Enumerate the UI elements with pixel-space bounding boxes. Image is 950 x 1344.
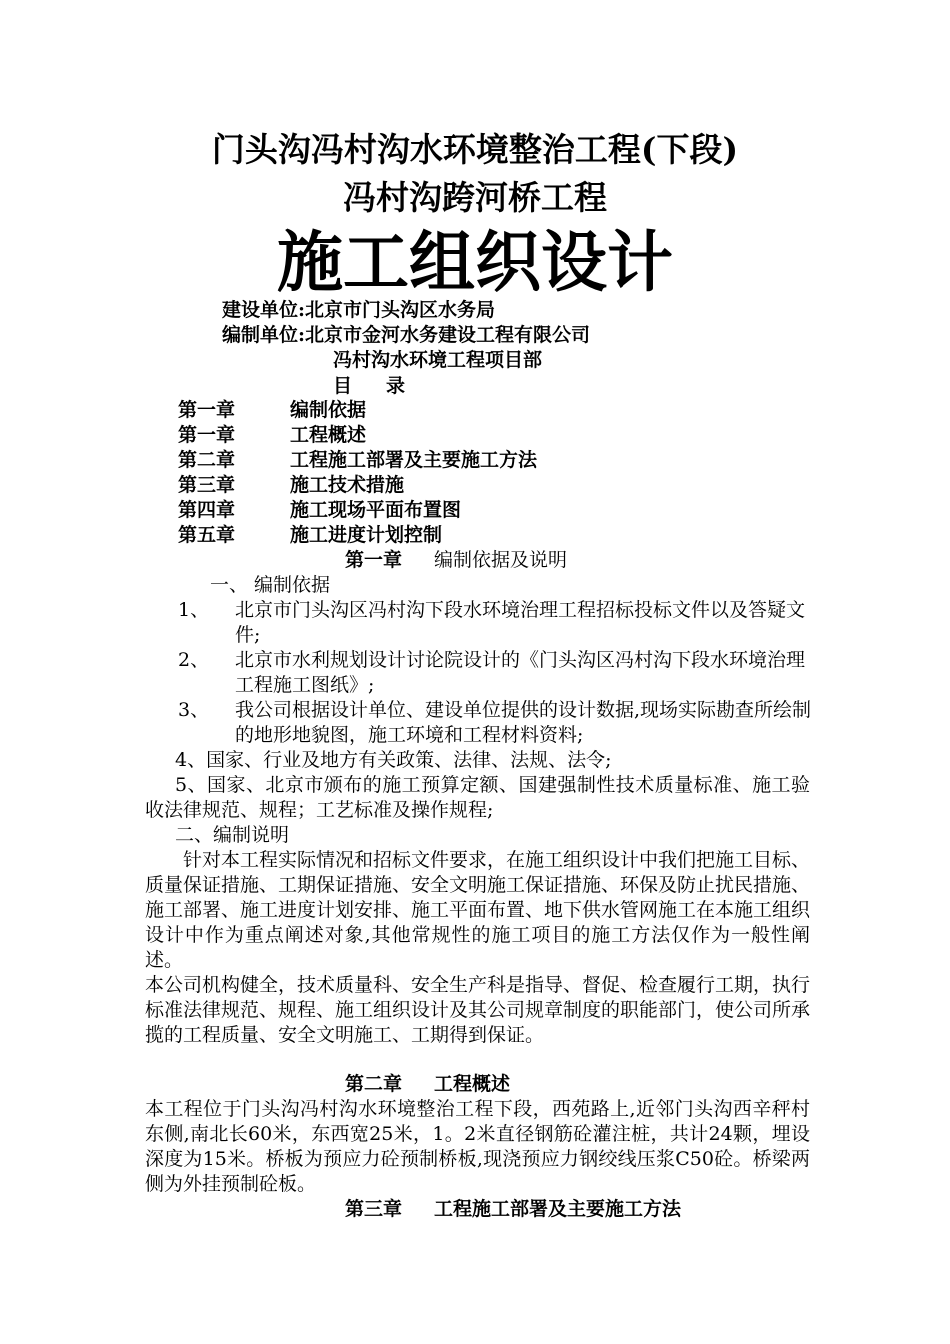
toc-chapter: 第三章 bbox=[178, 474, 236, 496]
toc-heading-a: 目 bbox=[333, 375, 353, 397]
builder-unit: 建设单位:北京市门头沟区水务局 bbox=[222, 299, 496, 321]
basis-item: 北京市水利规划设计讨论院设计的《门头沟区冯村沟下段水环境治理工程施工图纸》; bbox=[235, 649, 806, 696]
toc-item[interactable] bbox=[178, 398, 366, 423]
toc-item[interactable] bbox=[178, 473, 404, 498]
company-paragraph: 本公司机构健全，技术质量科、安全生产科是指导、督促、检查履行工期，执行标准法律规范、规程、施工组织设计及其公司规章制度的职能部门，使公司所承揽的工程质量、安全文明施工、工期得到保证。 bbox=[145, 974, 811, 1046]
toc-name: 施工进度计划控制 bbox=[290, 524, 443, 546]
chapter1-heading bbox=[345, 547, 567, 573]
project-title: 门头沟冯村沟水环境整治工程(下段) bbox=[211, 130, 739, 169]
toc-item[interactable] bbox=[178, 523, 442, 548]
toc-name: 施工技术措施 bbox=[290, 474, 405, 496]
chapter2-name: 工程概述 bbox=[434, 1073, 511, 1095]
toc-chapter: 第二章 bbox=[178, 449, 236, 471]
basis-item-5: 5、国家、北京市颁布的施工预算定额、国建强制性技术质量标准、施工验收法律规范、规程；工艺标准及操作规程; bbox=[145, 774, 810, 821]
section-notes-heading: 二、编制说明 bbox=[175, 824, 290, 846]
basis-item: 北京市门头沟区冯村沟下段水环境治理工程招标投标文件以及答疑文件; bbox=[235, 599, 806, 646]
toc-chapter: 第一章 bbox=[178, 424, 236, 446]
chapter1-number: 第一章 bbox=[345, 549, 403, 571]
toc-item[interactable] bbox=[178, 448, 537, 473]
toc-chapter: 第五章 bbox=[178, 524, 236, 546]
item-number: 3、 bbox=[178, 699, 210, 721]
toc-chapter: 第一章 bbox=[178, 399, 236, 421]
project-subtitle: 冯村沟跨河桥工程 bbox=[343, 178, 607, 217]
toc-item[interactable] bbox=[178, 498, 461, 523]
toc-name: 工程概述 bbox=[290, 424, 367, 446]
notes-paragraph: 针对本工程实际情况和招标文件要求，在施工组织设计中我们把施工目标、质量保证措施、工期保证措施、安全文明施工保证措施、环保及防止扰民措施、施工部署、施工进度计划安排、施工平面布置、地下供水管网施工在本施工组织设计中作为重点阐述对象,其他常规性的施工项目的施工方法仅作为一般性阐述。 bbox=[145, 849, 811, 971]
basis-item: 我公司根据设计单位、建设单位提供的设计数据,现场实际勘查所绘制的地形地貌图，施工环境和工程材料资料; bbox=[235, 699, 812, 746]
project-department: 冯村沟水环境工程项目部 bbox=[333, 349, 543, 371]
chapter3-name: 工程施工部署及主要施工方法 bbox=[434, 1198, 682, 1220]
chapter2-number: 第二章 bbox=[345, 1073, 403, 1095]
chapter1-name: 编制依据及说明 bbox=[434, 549, 568, 571]
toc-chapter: 第四章 bbox=[178, 499, 236, 521]
chapter3-number: 第三章 bbox=[345, 1198, 403, 1220]
chapter3-heading bbox=[345, 1196, 681, 1222]
toc-name: 编制依据 bbox=[290, 399, 367, 421]
toc-name: 施工现场平面布置图 bbox=[290, 499, 462, 521]
chapter2-heading bbox=[345, 1071, 510, 1097]
item-number: 2、 bbox=[178, 649, 210, 671]
toc-heading bbox=[333, 373, 405, 399]
section-basis-heading: 一、 编制依据 bbox=[210, 574, 331, 596]
item-number: 1、 bbox=[178, 599, 210, 621]
document-title: 施工组织设计 bbox=[277, 223, 673, 301]
toc-name: 工程施工部署及主要施工方法 bbox=[290, 449, 538, 471]
compiler-unit: 编制单位:北京市金河水务建设工程有限公司 bbox=[222, 324, 591, 346]
basis-item-4: 4、国家、行业及地方有关政策、法律、法规、法令; bbox=[175, 749, 612, 771]
overview-paragraph: 本工程位于门头沟冯村沟水环境整治工程下段，西苑路上,近邻门头沟西辛秤村东侧,南北长60米，东西宽25米，1。2米直径钢筋砼灌注桩，共计24颗，埋设深度为15米。桥板为预应力砼预制桥板,现浇预应力钢绞线压浆C50砼。桥梁两侧为外挂预制砼板。 bbox=[145, 1098, 810, 1195]
toc-item[interactable] bbox=[178, 423, 366, 448]
toc-heading-b: 录 bbox=[386, 375, 406, 397]
